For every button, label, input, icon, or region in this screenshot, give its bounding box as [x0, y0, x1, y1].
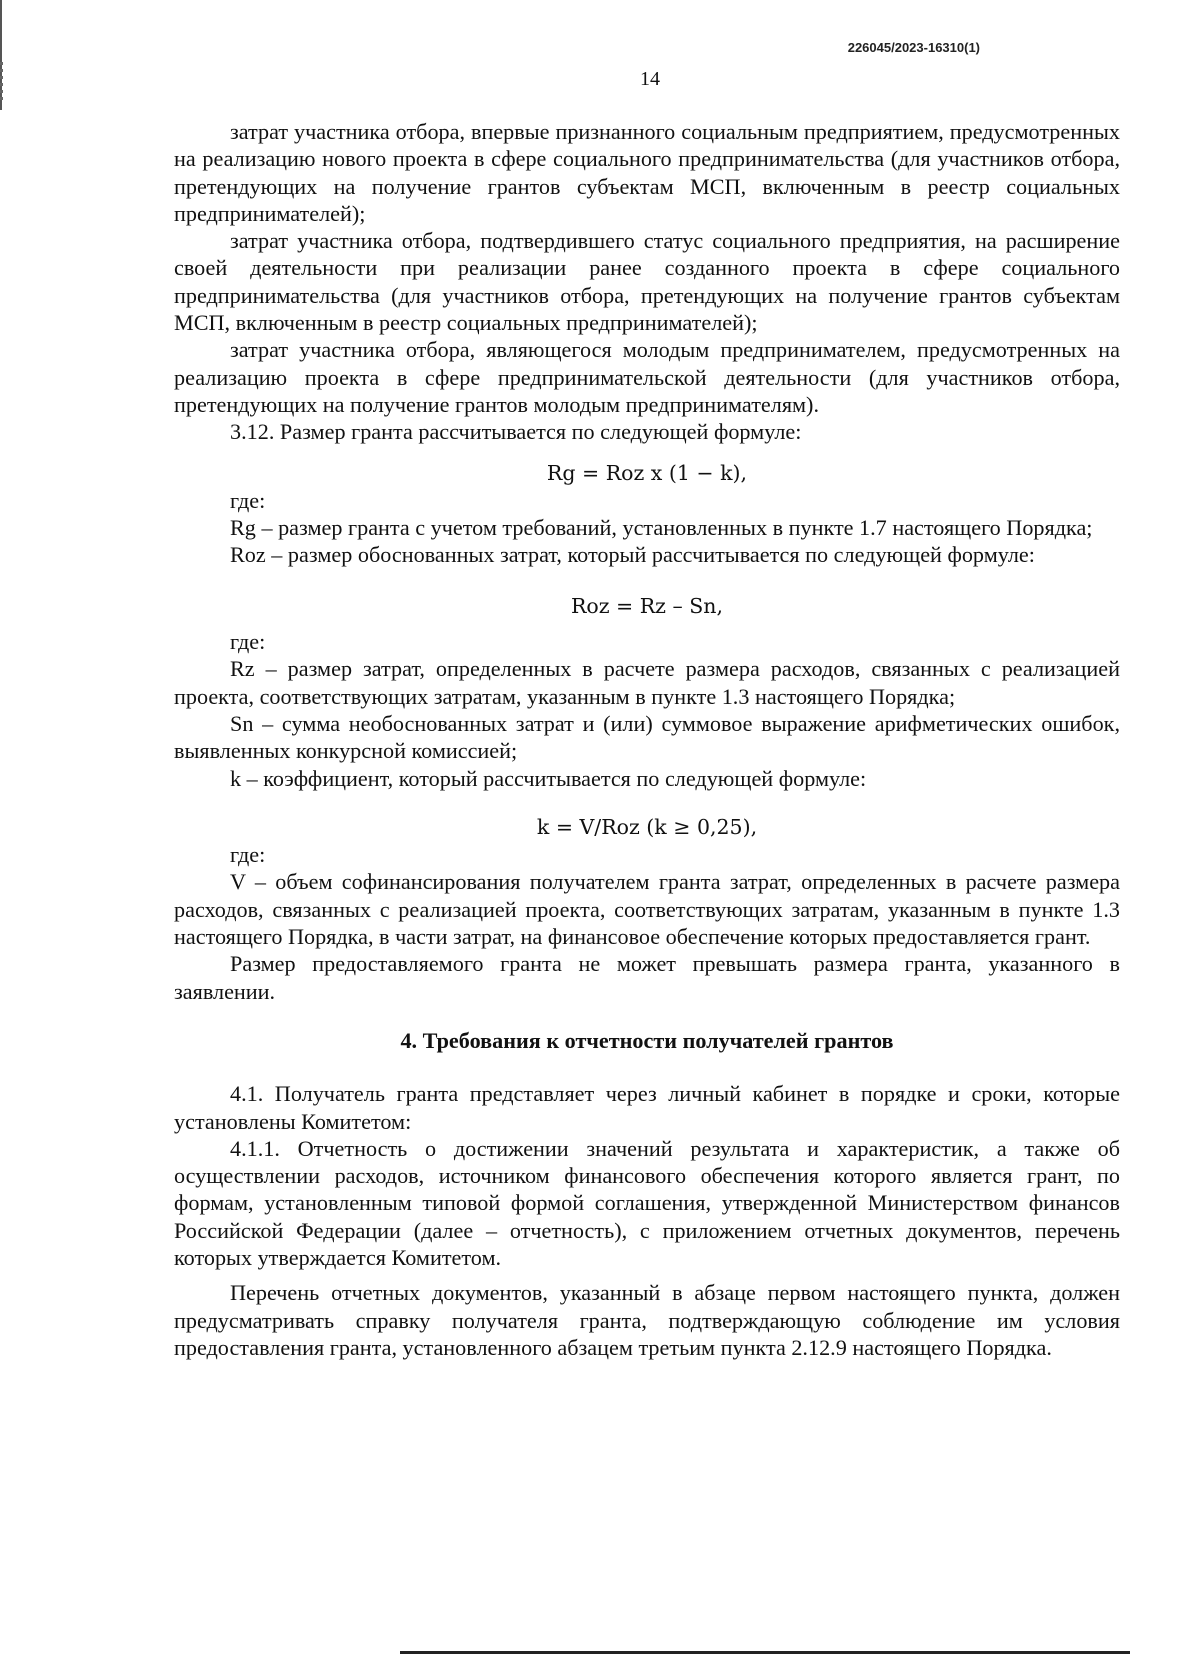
definition-sn: Sn – сумма необоснованных затрат и (или) суммовое выражение арифметических ошибок, выявленных конкурсной комиссией; [174, 710, 1120, 764]
paragraph-4-1: 4.1. Получатель гранта представляет через личный кабинет в порядке и сроки, которые установлены Комитетом: [174, 1081, 1120, 1134]
paragraph-grant-limit: Размер предоставляемого гранта не может превышать размера гранта, указанного в заявлении. [174, 951, 1120, 1004]
definition-rz: Rz – размер затрат, определенных в расчете размера расходов, связанных с реализацией проекта, соответствующих затратам, указанным в пункте 1.3 настоящего Порядка; [174, 656, 1120, 709]
paragraph-social-enterprise-new: затрат участника отбора, впервые признанного социальным предприятием, предусмотренных на реализацию нового проекта в сфере социального предпринимательства (для участников отбора, претендующих на получение грантов субъектам МСП, включенным в реестр социальных предпринимателей); [174, 119, 1120, 226]
paragraph-reporting-documents: Перечень отчетных документов, указанный в абзаце первом настоящего пункта, должен предусматривать справку получателя гранта, подтверждающую соблюдение им условия предоставления гранта, установленного абзацем третьим пункта 2.12.9 настоящего Порядка. [174, 1280, 1120, 1360]
page-number: 14 [640, 68, 660, 90]
document-body [174, 118, 1120, 1361]
formula-grant-size: Rg = Roz x (1 − k), [546, 460, 748, 485]
paragraph-grant-size-formula-intro: 3.12. Размер гранта рассчитывается по следующей формуле: [230, 419, 802, 445]
section-heading: 4. Требования к отчетности получателей грантов [400, 1027, 894, 1053]
document-registration-number: 226045/2023-16310(1) [847, 40, 980, 55]
scan-bottom-edge [400, 1651, 1130, 1654]
definition-roz: Roz – размер обоснованных затрат, который рассчитывается по следующей формуле: [230, 542, 1035, 568]
definition-v: V – объем софинансирования получателем гранта затрат, определенных в расчете размера расходов, связанных с реализацией проекта, соответствующих затратам, указанным в пункте 1.3 настоящего Порядка, в части затрат, на финансовое обеспечение которых предоставляется грант. [174, 869, 1120, 950]
definition-k: k – коэффициент, который рассчитывается по следующей формуле: [230, 765, 867, 791]
where-label: где: [230, 629, 266, 655]
where-label: где: [230, 842, 266, 868]
definition-rg: Rg – размер гранта с учетом требований, установленных в пункте 1.7 настоящего Порядка; [230, 515, 1093, 541]
paragraph-young-entrepreneur: затрат участника отбора, являющегося молодым предпринимателем, предусмотренных на реализацию проекта в сфере предпринимательской деятельности (для участников отбора, претендующих на получение грантов молодым предпринимателям). [174, 337, 1120, 417]
formula-justified-costs: Roz = Rz – Sn, [570, 593, 724, 618]
formula-coefficient: k = V/Roz (k ≥ 0,25), [536, 814, 758, 839]
paragraph-4-1-1: 4.1.1. Отчетность о достижении значений результата и характеристик, а также об осуществлении расходов, источником финансового обеспечения которого является грант, по формам, установленным типовой формой соглашения, утвержденной Министерством финансов Российской Федерации (далее – отчетность), с приложением отчетных документов, перечень которых утверждается Комитетом. [174, 1135, 1120, 1270]
where-label: где: [230, 487, 266, 513]
paragraph-social-enterprise-expansion: затрат участника отбора, подтвердившего статус социального предприятия, на расширение своей деятельности при реализации ранее созданного проекта в сфере социального предпринимательства (для участников отбора, претендующих на получение грантов субъектам МСП, включенным в реестр социальных предпринимателей); [174, 228, 1120, 336]
